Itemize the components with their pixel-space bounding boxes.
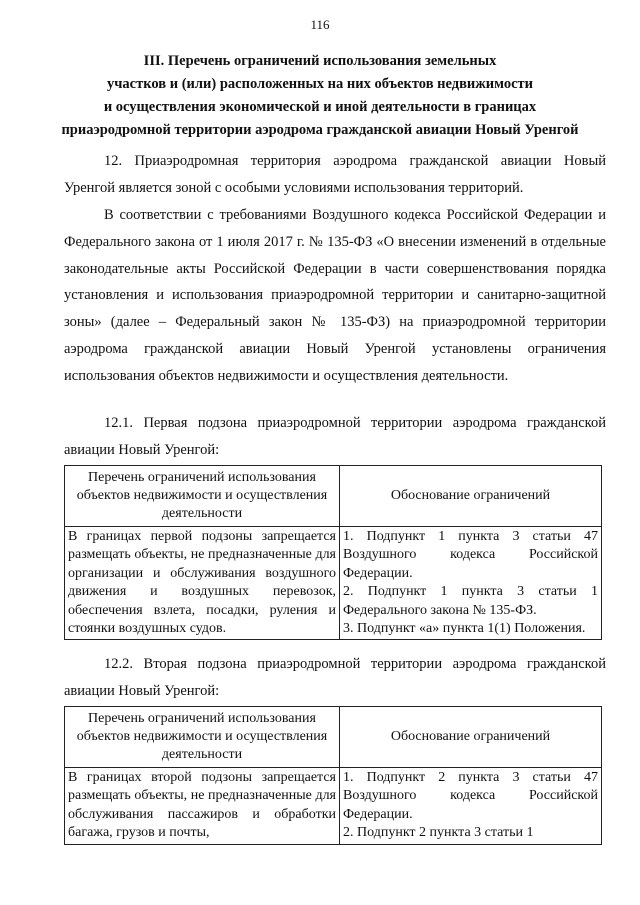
header-justification: Обоснование ограничений: [340, 466, 602, 527]
header-restrictions: Перечень ограничений использования объектов недвижимости и осуществления деятельности: [65, 707, 340, 768]
first-subzone-table: [64, 465, 602, 640]
table-row: [65, 768, 602, 845]
header-restrictions: Перечень ограничений использования объектов недвижимости и осуществления деятельности: [65, 466, 340, 527]
section-title: [60, 50, 580, 142]
justification-item: 2. Подпункт 2 пункта 3 статьи 1: [343, 825, 534, 841]
justification-item: 2. Подпункт 1 пункта 3 статьи 1 Федерального закона № 135-ФЗ.: [343, 584, 598, 618]
section-title-line: приаэродромной территории аэродрома гражданской авиации Новый Уренгой: [61, 122, 579, 138]
paragraph-12-2: 12.2. Вторая подзона приаэродромной территории аэродрома гражданской авиации Новый Уренгой:: [64, 656, 606, 699]
table-header-row: [65, 466, 602, 527]
table-row: [65, 527, 602, 640]
paragraph-12-1: 12.1. Первая подзона приаэродромной территории аэродрома гражданской авиации Новый Уренгой:: [64, 415, 606, 458]
section-title-line: III. Перечень ограничений использования земельных: [143, 53, 497, 69]
justification-item: 1. Подпункт 1 пункта 3 статьи 47 Воздушного кодекса Российской Федерации.: [343, 529, 598, 581]
section-title-line: участков и (или) расположенных на них объектов недвижимости: [106, 76, 533, 92]
justification-cell: [340, 768, 602, 845]
paragraph-12: 12. Приаэродромная территория аэродрома гражданской авиации Новый Уренгой является зоной с особыми условиями использования территорий.: [64, 153, 606, 196]
table-header-row: [65, 707, 602, 768]
justification-item: 3. Подпункт «а» пункта 1(1) Положения.: [343, 621, 586, 637]
restriction-text: В границах первой подзоны запрещается размещать объекты, не предназначенные для организации и обслуживания воздушного движения и воздушных перевозок, обеспечения взлета, посадки, руления и стоянки воздушных судов.: [65, 527, 340, 640]
page-number: 116: [310, 17, 330, 32]
header-justification: Обоснование ограничений: [340, 707, 602, 768]
justification-item: 1. Подпункт 2 пункта 3 статьи 47 Воздушного кодекса Российской Федерации.: [343, 770, 598, 822]
restriction-text: В границах второй подзоны запрещается размещать объекты, не предназначенные для обслуживания пассажиров и обработки багажа, грузов и почты,: [65, 768, 340, 845]
second-subzone-table: [64, 706, 602, 845]
section-title-line: и осуществления экономической и иной деятельности в границах: [103, 99, 537, 115]
justification-cell: [340, 527, 602, 640]
paragraph-law-reference: В соответствии с требованиями Воздушного кодекса Российской Федерации и Федерального закона от 1 июля 2017 г. № 135-ФЗ «О внесении изменений в отдельные законодательные акты Российской Федерации в части совершенствования порядка установления и использования приаэродромной территории и санитарно-защитной зоны» (далее – Федеральный закон № 135-ФЗ) на приаэродромной территории аэродрома гражданской авиации Новый Уренгой установлены ограничения использования объектов недвижимости и осуществления деятельности.: [64, 207, 606, 384]
